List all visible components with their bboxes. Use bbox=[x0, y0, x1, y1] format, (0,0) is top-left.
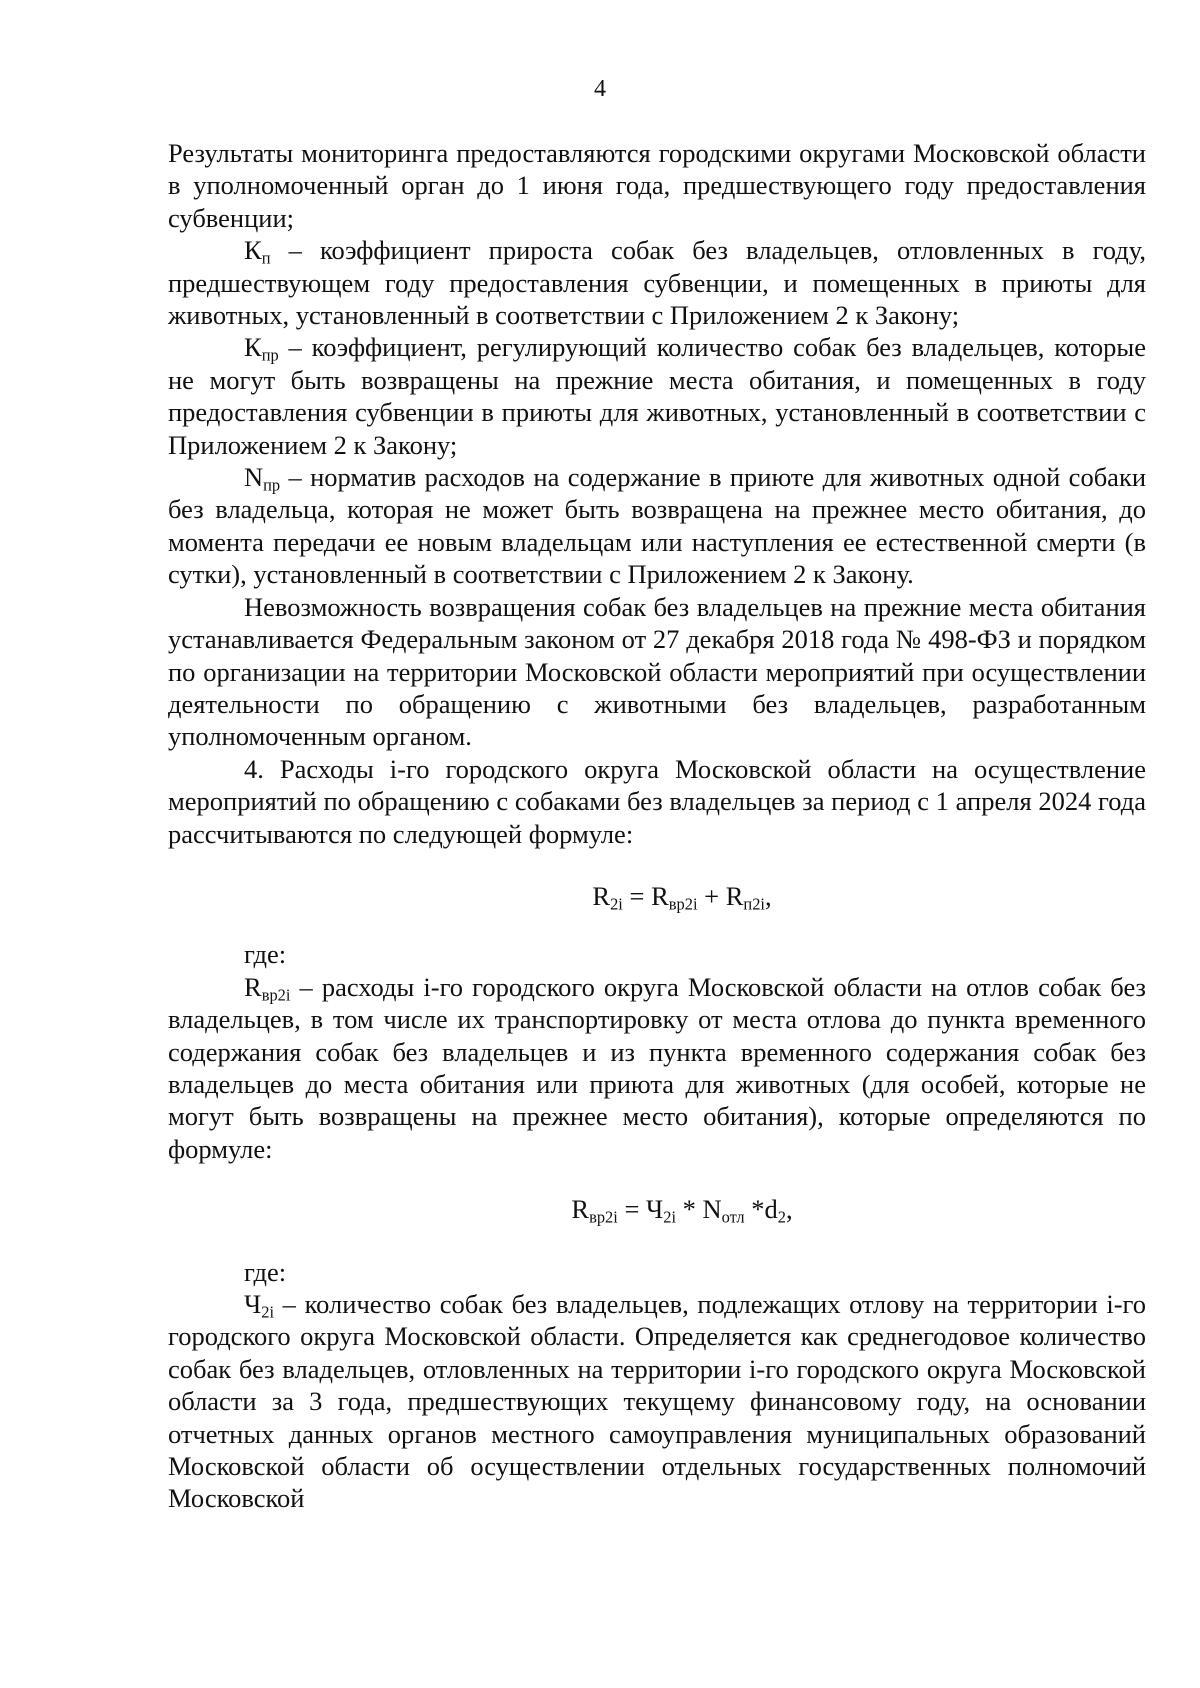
symbol-subscript: п bbox=[261, 248, 271, 268]
symbol-subscript: вр2i bbox=[261, 985, 291, 1005]
symbol: К bbox=[244, 332, 262, 363]
paragraph-definition-ch2i: $Ч_{2i}$ – количество собак без владельцев, подлежащих отлову на территории i-го городского округа Московской области. Определяется как среднегодовое количество собак без владельцев, отловленных на территории i-го городского округа Московской области за 3 года, предшествующих текущему финансовому году, на основании отчетных данных органов местного самоуправления муниципальных образований Московской области об осуществлении отдельных государственных полномочий Московской bbox=[168, 1289, 1146, 1514]
paragraph-definition-npr: $N_{пр}$ – норматив расходов на содержание в приюте для животных одной собаки без владельца, которая не может быть возвращена на прежнее место обитания, до момента передачи ее новым владельцам или наступления ее естественной смерти (в сутки), установленный в соответствии с Приложением 2 к Закону. bbox=[168, 462, 1146, 590]
paragraph-impossibility-return: Невозможность возвращения собак без владельцев на прежние места обитания устанавливается Федеральным законом от 27 декабря 2018 года № 498-ФЗ и порядком по организации на территории Московской области мероприятий при осуществлении деятельности по обращению с животными без владельцев, разработанным уполномоченным органом. bbox=[168, 591, 1146, 752]
document-body bbox=[168, 137, 1146, 1515]
symbol-subscript: 2i bbox=[261, 1302, 275, 1322]
symbol: R bbox=[244, 971, 262, 1002]
page-number: 4 bbox=[594, 76, 606, 102]
symbol: К bbox=[244, 235, 262, 266]
symbol: Ч bbox=[244, 1289, 262, 1319]
symbol-subscript: пр bbox=[261, 346, 279, 366]
paragraph-definition-kp: $К_п$ – коэффициент прироста собак без владельцев, отловленных в году, предшествующем году предоставления субвенции, и помещенных в приюты для животных, установленный в соответствии с Приложением 2 к Закону; bbox=[168, 235, 1146, 331]
formula-rvr2i: $R_{вр2i} = Ч_{2i} * N_{отл}$ $*d_2$, bbox=[571, 1194, 793, 1227]
formula-r2i: $R_{2i} = R_{вр2i} + R_{п2i}$, bbox=[592, 880, 772, 914]
paragraph-definition-kpr: $К_{пр}$ – коэффициент, регулирующий количество собак без владельцев, которые не могут быть возвращены на прежние места обитания, и помещенных в году предоставления субвенции в приюты для животных, установленный в соответствии с Приложением 2 к Закону; bbox=[168, 332, 1146, 460]
paragraph-monitoring-results: Результаты мониторинга предоставляются городскими округами Московской области в уполномоченный орган до 1 июня года, предшествующего году предоставления субвенции; bbox=[168, 138, 1146, 233]
symbol-subscript: пр bbox=[263, 475, 281, 495]
symbol: N bbox=[244, 462, 264, 493]
paragraph-section-4: 4. Расходы i-го городского округа Московской области на осуществление мероприятий по обращению с собаками без владельцев за период с 1 апреля 2024 года рассчитываются по следующей формуле: bbox=[168, 753, 1146, 849]
paragraph-definition-rvr2i: $R_{вр2i}$ – расходы i-го городского округа Московской области на отлов собак без владельцев, в том числе их транспортировку от места отлова до пункта временного содержания собак без владельцев и из пункта временного содержания собак без владельцев до места обитания или приюта для животных (для особей, которые не могут быть возвращены на прежнее место обитания), которые определяются по формуле: bbox=[168, 971, 1146, 1164]
where-label-2: где: bbox=[244, 1256, 287, 1287]
where-label: где: bbox=[244, 939, 287, 970]
